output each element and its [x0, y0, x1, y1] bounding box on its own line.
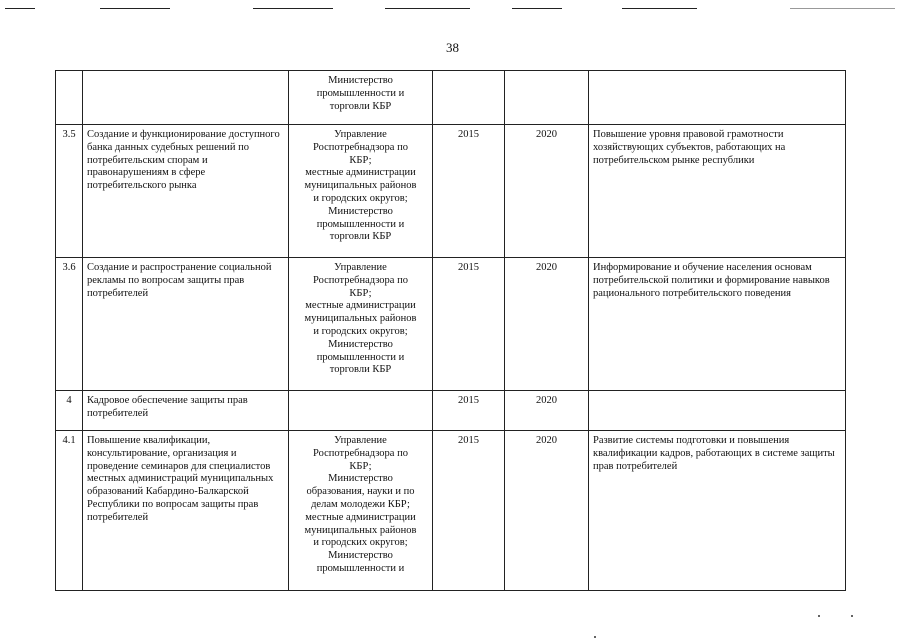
expected-result-cell: Повышение уровня правовой грамотности хозяйствующих субъектов, работающих на потребительском рынке республики [589, 125, 846, 258]
scan-artifact-line [5, 8, 35, 9]
expected-result-cell: Развитие системы подготовки и повышения квалификации кадров, работающих в системе защиты прав потребителей [589, 431, 846, 591]
executor-cell: Управление Роспотребнадзора по КБР; Министерство образования, науки и по делам молодежи КБР; местные администрации муниципальных районов и городских округов; Министерство промышленности и [289, 431, 433, 591]
scan-artifact-dot [851, 615, 853, 617]
end-year-cell: 2020 [505, 125, 589, 258]
program-table [55, 70, 846, 591]
scan-artifact-line [622, 8, 697, 9]
start-year-cell: 2015 [433, 391, 505, 431]
table-row [56, 71, 846, 125]
expected-result-cell [589, 71, 846, 125]
end-year-cell: 2020 [505, 391, 589, 431]
activity-name-cell: Кадровое обеспечение защиты прав потребителей [83, 391, 289, 431]
table-row [56, 125, 846, 258]
executor-cell: Министерство промышленности и торговли КБР [289, 71, 433, 125]
scan-artifact-dot [594, 636, 596, 638]
activity-name-cell: Создание и функционирование доступного банка данных судебных решений по потребительским спорам и правонарушениям в сфере потребительского рынка [83, 125, 289, 258]
row-number-cell: 3.6 [56, 258, 83, 391]
row-number-cell: 4.1 [56, 431, 83, 591]
scan-artifact-line [385, 8, 470, 9]
expected-result-cell [589, 391, 846, 431]
executor-cell [289, 391, 433, 431]
page-number: 38 [446, 40, 459, 55]
start-year-cell: 2015 [433, 258, 505, 391]
activity-name-cell: Повышение квалификации, консультирование, организация и проведение семинаров для специалистов местных администраций муниципальных образований Кабардино-Балкарской Республики по вопросам защиты прав потребителей [83, 431, 289, 591]
table-row [56, 391, 846, 431]
scan-artifact-line [100, 8, 170, 9]
expected-result-cell: Информирование и обучение населения основам потребительской политики и формирование навыков рационального потребительского поведения [589, 258, 846, 391]
end-year-cell: 2020 [505, 431, 589, 591]
row-number-cell: 4 [56, 391, 83, 431]
scan-artifact-line [253, 8, 333, 9]
end-year-cell: 2020 [505, 258, 589, 391]
scan-artifact-line [790, 8, 895, 9]
table-row [56, 431, 846, 591]
activity-name-cell: Создание и распространение социальной рекламы по вопросам защиты прав потребителей [83, 258, 289, 391]
executor-cell: Управление Роспотребнадзора по КБР; местные администрации муниципальных районов и городских округов; Министерство промышленности и торговли КБР [289, 125, 433, 258]
start-year-cell [433, 71, 505, 125]
scan-artifact-dot [818, 615, 820, 617]
row-number-cell [56, 71, 83, 125]
scan-artifact-line [512, 8, 562, 9]
end-year-cell [505, 71, 589, 125]
row-number-cell: 3.5 [56, 125, 83, 258]
start-year-cell: 2015 [433, 431, 505, 591]
activity-name-cell [83, 71, 289, 125]
table-row [56, 258, 846, 391]
start-year-cell: 2015 [433, 125, 505, 258]
executor-cell: Управление Роспотребнадзора по КБР; местные администрации муниципальных районов и городских округов; Министерство промышленности и торговли КБР [289, 258, 433, 391]
